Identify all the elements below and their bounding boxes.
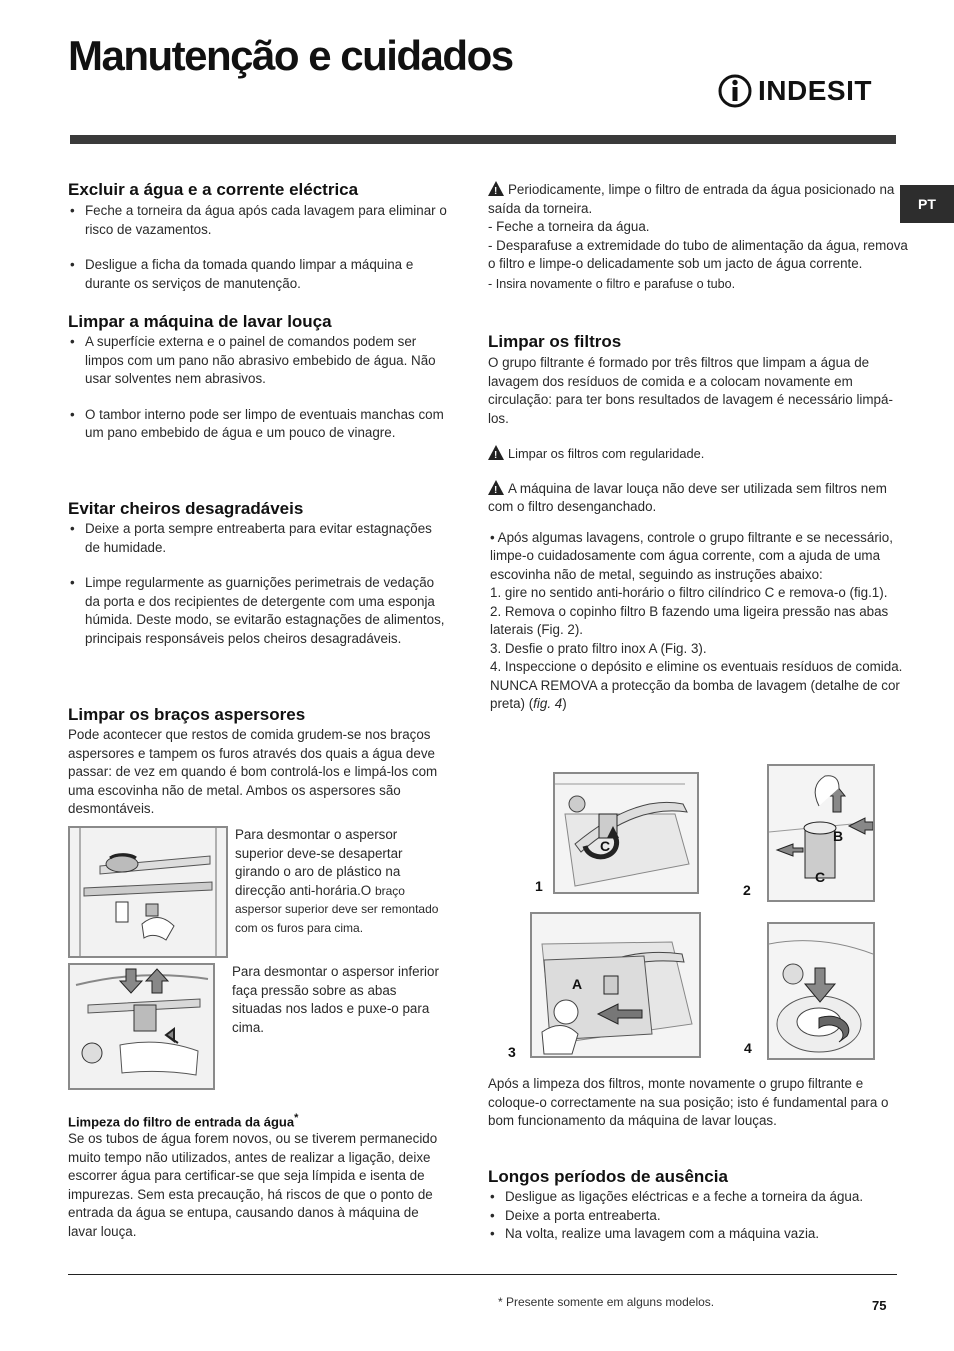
- section-spray-arms: [68, 705, 446, 819]
- warning-line: - Desparafuse a extremidade do tubo de alimentação da água, remova o filtro e limpe-o delicadamente sob um jacto de água corrente.: [488, 237, 908, 271]
- figure-number: 2: [743, 882, 751, 898]
- step-item: 3. Desfie o prato filtro inox A (Fig. 3).: [490, 640, 707, 656]
- header-rule: [70, 135, 896, 144]
- section-heading: Evitar cheiros desagradáveis: [68, 499, 304, 518]
- fig-reference: fig. 4: [533, 696, 563, 711]
- figure-label-b: B: [833, 828, 844, 844]
- lower-arm-caption: Para desmontar o aspersor inferior faça pressão sobre as abas situadas nos lados e puxe-o para cima.: [232, 964, 439, 1035]
- warning-icon: [488, 445, 504, 460]
- section-absence: [488, 1167, 906, 1244]
- list-item: • Feche a torneira da água após cada lavagem para eliminar o risco de vazamentos.: [68, 202, 448, 239]
- steps-intro: • Após algumas lavagens, controle o grupo filtrante e se necessário, limpe-o cuidadosamente com água corrente, com a ajuda de uma escovinha não de metal, seguindo as instruções abaixo:: [490, 529, 893, 582]
- figure-label-a: A: [572, 976, 583, 992]
- section-body: Pode acontecer que restos de comida grudem-se nos braços aspersores e tampem os furos através dos quais a água deve passar: de vez em quando é bom controlá-los e limpá-los com uma escovinha não de metal. Ambos os aspersores são desmontáveis.: [68, 727, 438, 816]
- warning-text: Periodicamente, limpe o filtro de entrada da água posicionado na saída da torneira.: [488, 182, 895, 216]
- list-item: • Limpe regularmente as guarnições perimetrais de vedação da porta e dos recipientes de detergente com uma esponja húmida. Deste modo, se evitarão estagnações de alimentos, principais responsáveis pelos cheiros desagradáveis.: [68, 574, 448, 648]
- section-water-power: [68, 180, 448, 293]
- list-item: • A superfície externa e o painel de comandos podem ser limpos com um pano não abrasivo embebido de água. Não usar solventes nem abrasivos.: [68, 333, 448, 389]
- section-clean-filters: [488, 332, 908, 714]
- warning-inlet-filter: [488, 181, 908, 293]
- footnote: * Presente somente em alguns modelos.: [498, 1295, 715, 1309]
- figure-number: 4: [744, 1040, 752, 1056]
- brand-logo-icon: [718, 74, 752, 108]
- upper-arm-caption: [235, 826, 440, 937]
- page-number: 75: [872, 1298, 887, 1313]
- figure-4: [767, 922, 875, 1060]
- figure-number: 1: [535, 878, 543, 894]
- section-odors: [68, 499, 448, 648]
- caption-small-text: braço aspersor superior deve ser remontado com os furos para cima.: [235, 883, 439, 935]
- section-heading: Excluir a água e a corrente eléctrica: [68, 180, 359, 199]
- warning-text: Limpar os filtros com regularidade.: [508, 446, 705, 461]
- list-item: • Deixe a porta sempre entreaberta para evitar estagnações de humidade.: [68, 520, 448, 557]
- step-item: 1. gire no sentido anti-horário o filtro cilíndrico C e remova-o (fig.1).: [490, 585, 888, 600]
- warning-line: - Feche a torneira da água.: [488, 219, 650, 234]
- asterisk: *: [294, 1112, 299, 1124]
- figure-upper-spray-arm: [68, 826, 228, 958]
- section-heading: Limpar a máquina de lavar louça: [68, 312, 332, 331]
- list-item: • O tambor interno pode ser limpo de eventuais manchas com um pano embebido de água e um pouco de vinagre.: [68, 406, 448, 443]
- warning-icon: [488, 480, 504, 495]
- list-item: • Na volta, realize uma lavagem com a máquina vazia.: [488, 1225, 906, 1244]
- step-item: 2. Remova o copinho filtro B fazendo uma ligeira pressão nas abas laterais (Fig. 2).: [490, 603, 889, 637]
- inlet-filter-heading: Limpeza do filtro de entrada da água: [68, 1114, 295, 1130]
- list-item: • Desligue as ligações eléctricas e a feche a torneira da água.: [488, 1188, 906, 1207]
- figure-number: 3: [508, 1044, 516, 1060]
- section-heading: Limpar os braços aspersores: [68, 705, 306, 724]
- section-inlet-filter: [68, 1112, 446, 1241]
- section-clean-machine: [68, 312, 448, 443]
- figure-label-c: C: [815, 869, 826, 885]
- figure-1: [553, 772, 699, 894]
- footer-rule: [68, 1274, 897, 1275]
- brand-name: INDESIT: [758, 75, 872, 106]
- brand-logo: [718, 74, 872, 108]
- figure-lower-spray-arm: [68, 963, 215, 1090]
- list-item: • Deixe a porta entreaberta.: [488, 1207, 906, 1226]
- inlet-filter-body: Se os tubos de água forem novos, ou se tiverem permanecido muito tempo não utilizados, antes de realizar a ligação, deixe escorrer água para certificar-se que seja límpida e isenta de impurezas. Sem esta precaução, há riscos de que o ponto de entrada da água se entupa, causando danos à máquina de lavar louça.: [68, 1131, 438, 1239]
- language-tab: PT: [900, 185, 954, 223]
- warning-text: A máquina de lavar louça não deve ser utilizada sem filtros nem com o filtro desenganchado.: [488, 480, 887, 514]
- page-title: Manutenção e cuidados: [68, 32, 513, 79]
- figure-3: [530, 912, 701, 1058]
- step-item: 4. Inspeccione o depósito e elimine os eventuais resíduos de comida. NUNCA REMOVA a protecção da bomba de lavagem (detalhe de cor preta) (fig. 4): [490, 659, 903, 711]
- list-item: • Desligue a ficha da tomada quando limpar a máquina e durante os serviços de manutenção.: [68, 256, 448, 293]
- warning-icon: [488, 181, 504, 196]
- caption-text: Para desmontar o aspersor superior deve-se desapertar girando o aro de plástico na direcção anti-horária.O: [235, 827, 403, 898]
- figure-label-c: C: [600, 838, 611, 854]
- section-heading: Longos períodos de ausência: [488, 1167, 728, 1186]
- after-filters-text: Após a limpeza dos filtros, monte novamente o grupo filtrante e coloque-o correctamente na sua posição; isto é fundamental para o bom funcionamento da máquina de lavar louças.: [488, 1076, 889, 1128]
- section-body: O grupo filtrante é formado por três filtros que limpam a água de lavagem dos resíduos de comida e a colocam novamente em circulação: para ter bons resultados de lavagem é necessário limpá-los.: [488, 355, 893, 426]
- warning-line: - Insira novamente o filtro e parafuse o tubo.: [488, 276, 736, 291]
- section-heading: Limpar os filtros: [488, 332, 622, 351]
